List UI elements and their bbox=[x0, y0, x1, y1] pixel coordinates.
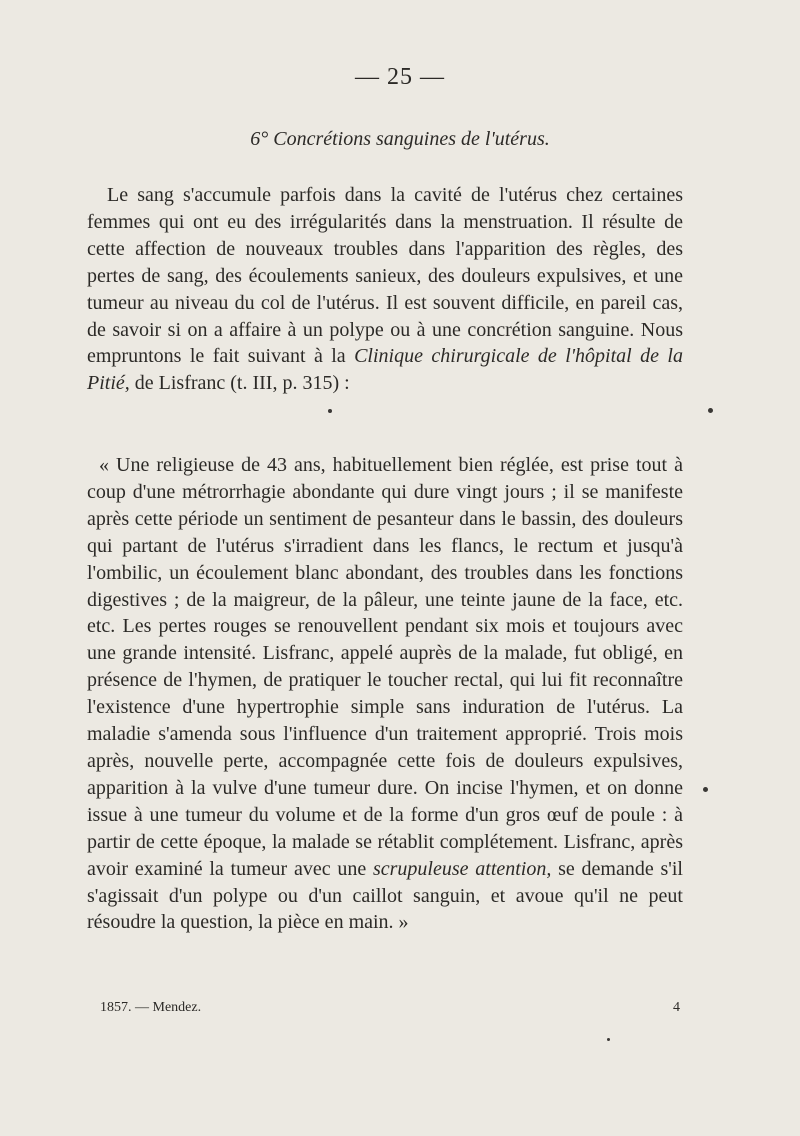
paragraph-1-text-a: Le sang s'accumule parfois dans la cavité de l'utérus chez certaines femmes qui ont eu des irrégularités dans la menstruation. Il résulte de cette affection de nouveaux troubles dans l'apparition des règles, des pertes de sang, des écoulements sanieux, des douleurs expulsives, et une tumeur au niveau du col de l'utérus. Il est souvent difficile, en pareil cas, de savoir si on a affaire à un polype ou à une concrétion sanguine. Nous empruntons le fait suivant à la bbox=[87, 184, 683, 368]
page-number: — 25 — bbox=[355, 64, 445, 90]
ink-speck bbox=[708, 408, 713, 413]
ink-speck bbox=[328, 409, 332, 413]
paragraph-1 bbox=[87, 182, 683, 397]
ink-speck bbox=[703, 787, 708, 792]
paragraph-2-emphasis: scrupuleuse attention, bbox=[372, 857, 552, 880]
paragraph-2-text-a: « Une religieuse de 43 ans, habituellement bien réglée, est prise tout à coup d'une métrorrhagie abondante qui dure vingt jours ; il se manifeste après cette période un sentiment de pesanteur dans le bassin, des douleurs qui partant de l'utérus s'irradient dans les flancs, le rectum et jusqu'à l'ombilic, un écoulement blanc abondant, des troubles dans les fonctions digestives ; de la maigreur, de la pâleur, une teinte jaune de la face, etc. etc. Les pertes rouges se renouvellent pendant six mois et toujours avec une grande intensité. Lisfranc, appelé auprès de la malade, fut obligé, en présence de l'hymen, de pratiquer le toucher rectal, qui lui fit reconnaître l'existence d'une hypertrophie simple sans induration de l'utérus. La maladie s'amenda sous l'influence d'un traitement approprié. Trois mois après, nouvelle perte, accompagnée cette fois de douleurs expulsives, apparition à la vulve d'une tumeur dure. On incise l'hymen, et on donne issue à une tumeur du volume et de la forme d'un gros œuf de poule : à partir de cette époque, la malade se rétablit complétement. Lisfranc, après avoir examiné la tumeur avec une bbox=[87, 454, 683, 880]
paragraph-2-text-b: se demande s'il s'agissait d'un polype ou d'un caillot sanguin, et avoue qu'il ne peut résoudre la question, la pièce en main. » bbox=[87, 857, 683, 934]
footer-sheet-number: 4 bbox=[673, 1000, 680, 1015]
paragraph-2 bbox=[87, 452, 683, 936]
footer-signature: 1857. — Mendez. bbox=[100, 1000, 202, 1015]
section-title: 6° Concrétions sanguines de l'utérus. bbox=[250, 128, 550, 150]
paragraph-1-book-title: Clinique chirurgicale de l'hôpital de la Pitié, bbox=[87, 345, 683, 395]
paragraph-1-text-b: de Lisfranc (t. III, p. 315) : bbox=[129, 372, 350, 395]
ink-speck bbox=[607, 1038, 610, 1041]
